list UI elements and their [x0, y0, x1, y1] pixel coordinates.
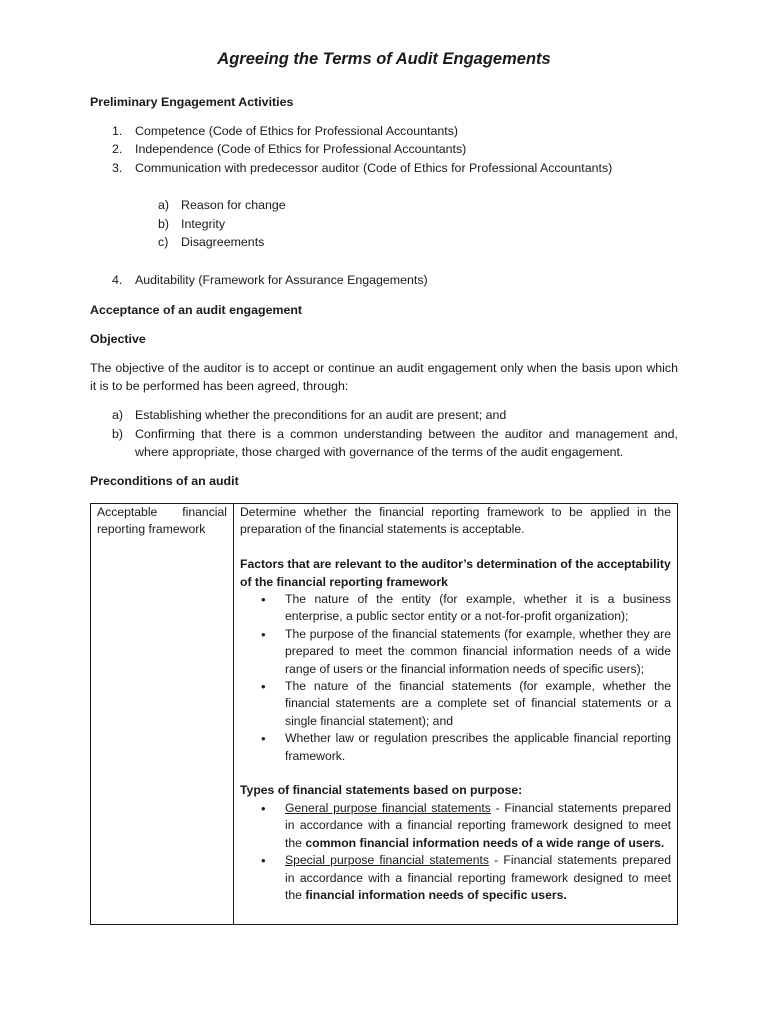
list-text: Communication with predecessor auditor (Code of Ethics for Professional Accountants): [135, 161, 613, 175]
list-number: 3.: [112, 161, 123, 175]
framework-detail-cell: [234, 504, 678, 925]
objective-point: [90, 425, 678, 461]
sub-list-text: Reason for change: [181, 198, 286, 212]
preconditions-heading: Preconditions of an audit: [90, 474, 239, 488]
list-item: • Whether law or regulation prescribes the applicable financial reporting framework.: [285, 730, 671, 765]
list-item: • The nature of the financial statements (for example, whether the financial statements are a complete set of financial statements or a single financial statement); and: [285, 678, 671, 730]
types-list: [240, 800, 671, 904]
general-purpose-desc: - Financial statements prepared in accordance with a financial reporting framework designed to meet the: [285, 800, 671, 850]
objective-paragraph: The objective of the auditor is to accept or continue an audit engagement only when the basis upon which it is to be performed has been agreed, through:: [90, 361, 678, 393]
general-purpose-term: General purpose financial statements: [285, 800, 491, 815]
sub-list-item: [90, 196, 678, 214]
point-mark: b): [112, 427, 124, 441]
sub-list-item: [90, 215, 678, 233]
table-row: [91, 504, 678, 925]
factors-list: [240, 591, 671, 765]
point-mark: a): [112, 408, 124, 422]
framework-label-cell: Acceptable financial reporting framework: [91, 504, 234, 925]
list-number: 4.: [112, 273, 123, 287]
sub-list-text: Disagreements: [181, 235, 265, 249]
list-item: [285, 852, 671, 904]
list-number: 1.: [112, 124, 123, 138]
acceptance-heading: Acceptance of an audit engagement: [90, 303, 303, 317]
list-item: [90, 122, 678, 140]
sub-list-text: Integrity: [181, 217, 226, 231]
preliminary-heading: Preliminary Engagement Activities: [90, 95, 294, 109]
types-heading: Types of financial statements based on purpose:: [240, 783, 523, 798]
list-item: • The purpose of the financial statements (for example, whether they are prepared to meet the common financial information needs of a wide range of users or the financial information needs of specific users);: [285, 626, 671, 678]
list-text: Competence (Code of Ethics for Professional Accountants): [135, 124, 459, 138]
general-purpose-emphasis: common financial information needs of a wide range of users.: [305, 835, 665, 850]
list-item: [90, 271, 678, 289]
objective-heading: Objective: [90, 332, 146, 346]
list-text: Independence (Code of Ethics for Professional Accountants): [135, 142, 467, 156]
special-purpose-term: Special purpose financial statements: [285, 853, 489, 868]
point-text: Establishing whether the preconditions for an audit are present; and: [135, 408, 507, 422]
preconditions-table: [90, 503, 678, 925]
factors-heading: Factors that are relevant to the auditor’s determination of the acceptability of the financial reporting framework: [240, 557, 671, 589]
list-item: [90, 140, 678, 158]
sub-list-mark: b): [158, 217, 170, 231]
point-text: Confirming that there is a common understanding between the auditor and management and, where appropriate, those charged with governance of the terms of the audit engagement.: [135, 427, 678, 459]
list-item: • The nature of the entity (for example, whether it is a business enterprise, a public sector entity or a not-for-profit organization);: [285, 591, 671, 626]
list-item: [285, 800, 671, 852]
page-title: Agreeing the Terms of Audit Engagements: [217, 50, 551, 68]
list-number: 2.: [112, 142, 123, 156]
sub-list-item: [90, 233, 678, 251]
special-purpose-emphasis: financial information needs of specific users.: [305, 887, 567, 902]
framework-intro: Determine whether the financial reporting framework to be applied in the preparation of the financial statements is acceptable.: [240, 505, 671, 537]
sub-list-mark: c): [158, 235, 169, 249]
list-text: Auditability (Framework for Assurance Engagements): [135, 273, 428, 287]
special-purpose-desc: - Financial statements prepared in accordance with a financial reporting framework designed to meet the: [285, 853, 671, 902]
objective-point: [90, 406, 678, 424]
list-item: [90, 159, 678, 177]
sub-list-mark: a): [158, 198, 170, 212]
